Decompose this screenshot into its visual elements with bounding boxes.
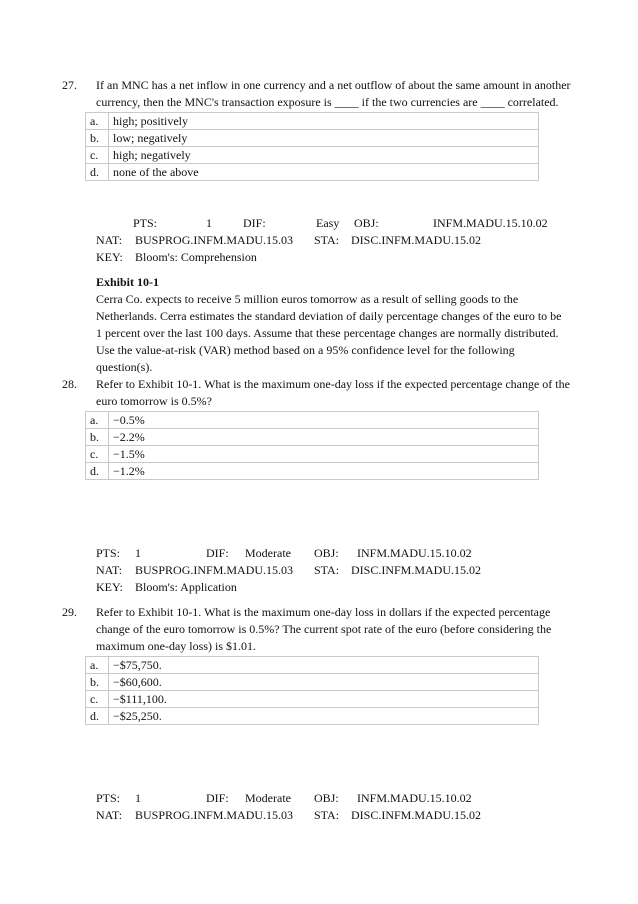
- question-text: Refer to Exhibit 10-1. What is the maximum one-day loss in dollars if the expected percentage change of the euro tomorrow is 0.5%? The current spot rate of the euro (before considering the maximum one-day loss) is $1.01.: [96, 605, 552, 653]
- dif-value: Moderate: [245, 546, 291, 560]
- dif-value: Moderate: [245, 791, 291, 805]
- choice-c[interactable]: c. high; negatively: [86, 147, 539, 164]
- sta-label: STA:: [314, 233, 340, 247]
- nat-value: BUSPROG.INFM.MADU.15.03: [135, 808, 294, 822]
- choice-a[interactable]: a. −$75,750.: [86, 657, 539, 674]
- pts-label: PTS:: [133, 216, 158, 230]
- sta-value: DISC.INFM.MADU.15.02: [351, 808, 482, 822]
- question-number: 27.: [62, 78, 77, 92]
- answer-choices: [85, 411, 539, 480]
- exhibit-text: Cerra Co. expects to receive 5 million euros tomorrow as a result of selling goods to the Netherlands. Cerra estimates the standard deviation of daily percentage changes of the euro to be 1 percent over the last 100 days. Assume that these percentage changes are normally distributed. Use the value-at-risk (VAR) method based on a 95% confidence level for the following question(s).: [96, 292, 562, 374]
- obj-value: INFM.MADU.15.10.02: [357, 791, 472, 805]
- choice-d[interactable]: d. −$25,250.: [86, 708, 539, 725]
- question-number: 29.: [62, 605, 77, 619]
- question-text: Refer to Exhibit 10-1. What is the maximum one-day loss if the expected percentage change of the euro tomorrow is 0.5%?: [96, 377, 570, 408]
- question-27-meta: [96, 215, 576, 266]
- sta-label: STA:: [314, 808, 340, 822]
- choice-d[interactable]: d. none of the above: [86, 164, 539, 181]
- nat-value: BUSPROG.INFM.MADU.15.03: [135, 233, 294, 247]
- key-label: KEY:: [96, 250, 123, 264]
- choice-b[interactable]: b. low; negatively: [86, 130, 539, 147]
- answer-choices: [85, 656, 539, 725]
- key-label: KEY:: [96, 580, 123, 594]
- obj-value: INFM.MADU.15.10.02: [433, 216, 548, 230]
- obj-label: OBJ:: [314, 546, 339, 560]
- exhibit-title: Exhibit 10-1: [96, 275, 160, 289]
- choice-b[interactable]: b. −$60,600.: [86, 674, 539, 691]
- pts-label: PTS:: [96, 791, 121, 805]
- obj-value: INFM.MADU.15.10.02: [357, 546, 472, 560]
- choice-c[interactable]: c. −1.5%: [86, 446, 539, 463]
- pts-value: 1: [135, 546, 141, 560]
- answer-choices: [85, 112, 539, 181]
- exhibit-10-1: [96, 274, 566, 376]
- obj-label: OBJ:: [354, 216, 379, 230]
- key-value: Bloom's: Comprehension: [135, 250, 257, 264]
- sta-value: DISC.INFM.MADU.15.02: [351, 233, 482, 247]
- dif-label: DIF:: [206, 546, 229, 560]
- key-value: Bloom's: Application: [135, 580, 237, 594]
- nat-label: NAT:: [96, 233, 123, 247]
- question-28: [62, 376, 572, 480]
- question-29: [62, 604, 572, 725]
- question-28-meta: [96, 545, 576, 596]
- question-29-meta: [96, 790, 576, 824]
- dif-label: DIF:: [243, 216, 266, 230]
- choice-c[interactable]: c. −$111,100.: [86, 691, 539, 708]
- choice-b[interactable]: b. −2.2%: [86, 429, 539, 446]
- choice-a[interactable]: a. high; positively: [86, 113, 539, 130]
- dif-value: Easy: [316, 216, 340, 230]
- question-number: 28.: [62, 377, 77, 391]
- pts-label: PTS:: [96, 546, 121, 560]
- nat-label: NAT:: [96, 808, 123, 822]
- choice-d[interactable]: d. −1.2%: [86, 463, 539, 480]
- question-27: [62, 77, 572, 181]
- dif-label: DIF:: [206, 791, 229, 805]
- choice-a[interactable]: a. −0.5%: [86, 412, 539, 429]
- pts-value: 1: [206, 216, 212, 230]
- nat-value: BUSPROG.INFM.MADU.15.03: [135, 563, 294, 577]
- question-text: If an MNC has a net inflow in one currency and a net outflow of about the same amount in another currency, then the MNC's transaction exposure is ____ if the two currencies are ____ correlated.: [96, 78, 571, 109]
- nat-label: NAT:: [96, 563, 123, 577]
- pts-value: 1: [135, 791, 141, 805]
- sta-label: STA:: [314, 563, 340, 577]
- obj-label: OBJ:: [314, 791, 339, 805]
- sta-value: DISC.INFM.MADU.15.02: [351, 563, 482, 577]
